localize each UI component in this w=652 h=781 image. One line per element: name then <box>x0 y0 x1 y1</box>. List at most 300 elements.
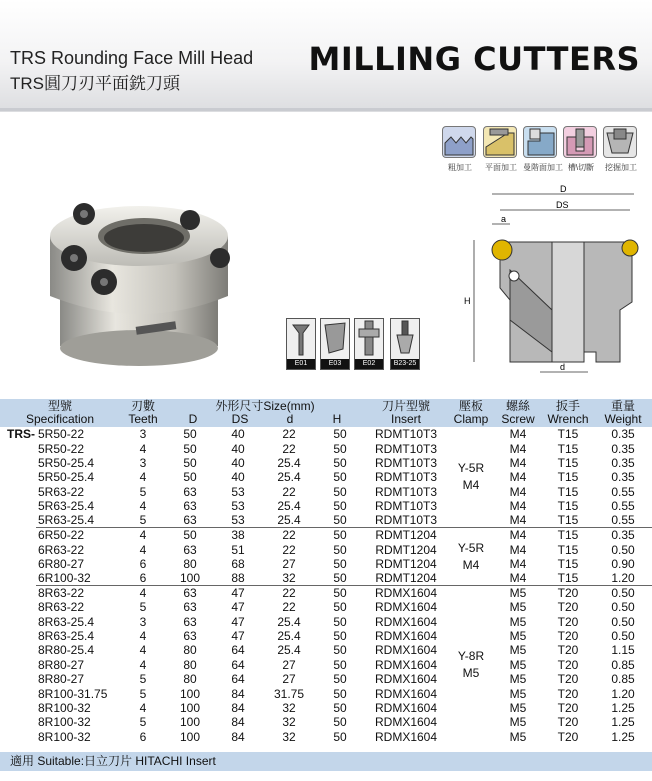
cell-screw: M4 <box>509 470 527 485</box>
cell-DS: 64 <box>231 657 245 672</box>
table-row <box>0 586 652 601</box>
clamp-screw-size: M5 <box>462 666 480 681</box>
cell-insert: RDMX1604 <box>375 729 438 744</box>
cell-H: 50 <box>316 528 364 543</box>
cell-spec: 5R63-25.4 <box>38 499 95 514</box>
cell-wrench: T15 <box>557 470 579 485</box>
operation-label: 槽\切斷 <box>567 163 595 172</box>
table-row <box>0 672 652 686</box>
cell-D: 50 <box>183 427 197 442</box>
clamp-screw-size: M4 <box>462 478 480 493</box>
table-row <box>0 557 652 571</box>
pocketing-icon <box>603 126 637 158</box>
cell-D: 50 <box>183 470 197 485</box>
cell-D: 63 <box>183 600 197 615</box>
clamp-model: Y-5R <box>457 540 485 555</box>
product-title-english: TRS Rounding Face Mill Head <box>10 48 254 68</box>
cell-d: 31.75 <box>274 686 305 701</box>
cell-insert: RDMT10T3 <box>375 484 438 499</box>
cell-screw: M5 <box>509 657 527 672</box>
table-header <box>0 399 652 427</box>
slot-cutoff-icon <box>563 126 597 158</box>
cell-wrench: T15 <box>557 499 579 514</box>
cell-d: 22 <box>282 600 296 615</box>
model-prefix-blank <box>0 643 36 657</box>
cell-weight: 0.85 <box>611 672 635 687</box>
cell-teeth: 4 <box>120 586 166 601</box>
category-title: MILLING CUTTERS <box>308 40 640 78</box>
cell-insert: RDMX1604 <box>375 600 438 615</box>
cell-H: 50 <box>333 542 347 557</box>
cell-teeth: 5 <box>139 686 147 701</box>
cell-teeth: 4 <box>139 657 147 672</box>
cell-insert: RDMX1604 <box>375 715 438 730</box>
model-prefix-blank <box>0 513 36 528</box>
cell-DS: 53 <box>231 484 245 499</box>
model-prefix-blank <box>0 600 36 614</box>
cell-teeth: 4 <box>139 441 147 456</box>
cell-D: 63 <box>183 629 197 644</box>
table-row <box>0 427 652 441</box>
col-teeth: 刃數 Teeth <box>120 399 166 427</box>
model-prefix-blank <box>0 441 36 455</box>
dimension-D: D <box>560 184 567 194</box>
cell-D: 100 <box>180 715 201 730</box>
cell-insert: RDMX1604 <box>375 672 438 687</box>
cell-D: 80 <box>183 643 197 658</box>
table-row <box>0 528 652 543</box>
cell-wrench: T20 <box>557 643 579 658</box>
cell-screw: M5 <box>494 586 542 601</box>
cell-screw: M4 <box>509 441 527 456</box>
cell-spec: 6R50-22 <box>36 528 120 543</box>
cell-d: 32 <box>282 729 296 744</box>
cell-insert: RDMT10T3 <box>375 470 438 485</box>
model-prefix-blank <box>0 485 36 499</box>
cell-screw: M5 <box>509 729 527 744</box>
cell-weight: 0.35 <box>611 427 635 442</box>
cell-d: 22 <box>282 542 296 557</box>
table-row <box>0 686 652 700</box>
cell-spec: 5R63-22 <box>38 484 85 499</box>
model-prefix-blank <box>0 456 36 470</box>
cell-wrench: T20 <box>557 629 579 644</box>
cell-screw: M4 <box>509 484 527 499</box>
cell-weight: 0.50 <box>594 586 652 601</box>
cell-teeth: 5 <box>139 672 147 687</box>
cell-insert: RDMX1604 <box>375 629 438 644</box>
cell-D: 80 <box>183 657 197 672</box>
col-wrench: 扳手 Wrench <box>542 399 594 427</box>
cell-DS: 47 <box>231 614 245 629</box>
cell-d: 22 <box>262 528 316 543</box>
cell-insert: RDMT10T3 <box>375 441 438 456</box>
cell-screw: M5 <box>509 614 527 629</box>
rough-machining-icon <box>442 126 476 158</box>
table-row <box>0 441 652 455</box>
cell-weight: 1.20 <box>611 686 635 701</box>
cell-insert: RDMT10T3 <box>375 455 438 470</box>
cell-screw: M5 <box>509 643 527 658</box>
cell-screw: M4 <box>509 513 527 528</box>
cell-screw: M5 <box>509 715 527 730</box>
cell-wrench: T15 <box>557 556 579 571</box>
model-prefix-blank <box>0 686 36 700</box>
cell-spec: 6R80-27 <box>38 556 85 571</box>
cell-insert: RDMX1604 <box>364 586 448 601</box>
model-prefix-blank <box>0 586 36 601</box>
cell-DS: 88 <box>231 571 245 586</box>
col-clamp: 壓板 Clamp <box>448 399 494 427</box>
cell-teeth: 4 <box>120 528 166 543</box>
cell-teeth: 4 <box>139 629 147 644</box>
cell-DS: 40 <box>231 470 245 485</box>
cell-spec: 8R63-22 <box>36 586 120 601</box>
cell-D: 63 <box>183 499 197 514</box>
cell-D: 100 <box>180 701 201 716</box>
cell-DS: 40 <box>231 427 245 442</box>
table-row <box>0 542 652 556</box>
cell-screw: M5 <box>509 672 527 687</box>
table-row <box>0 600 652 614</box>
part-code: E03 <box>321 359 349 369</box>
cell-weight: 1.25 <box>611 701 635 716</box>
cell-d: 25.4 <box>277 470 301 485</box>
cell-DS: 84 <box>231 686 245 701</box>
cell-spec: 8R80-27 <box>38 672 85 687</box>
cell-screw: M5 <box>509 701 527 716</box>
part-code: B23-25 <box>391 359 419 369</box>
cell-weight: 1.15 <box>611 643 635 658</box>
cell-teeth: 4 <box>139 701 147 716</box>
cell-insert: RDMX1604 <box>375 686 438 701</box>
cell-H: 50 <box>333 441 347 456</box>
model-prefix-blank <box>0 542 36 556</box>
cell-insert: RDMT1204 <box>375 556 437 571</box>
cell-insert: RDMX1604 <box>375 657 438 672</box>
cell-spec: 5R50-22 <box>38 427 85 442</box>
product-photo <box>40 196 240 376</box>
cell-D: 63 <box>166 586 214 601</box>
cell-d: 27 <box>282 657 296 672</box>
cell-screw: M5 <box>509 600 527 615</box>
part-code: E02 <box>355 359 383 369</box>
table-row <box>0 715 652 729</box>
operation-face <box>483 126 519 173</box>
cell-D: 100 <box>180 686 201 701</box>
cell-H: 50 <box>333 571 347 586</box>
cell-wrench: T15 <box>557 571 579 586</box>
cell-D: 63 <box>183 513 197 528</box>
cell-H: 50 <box>333 499 347 514</box>
cell-weight: 0.55 <box>611 484 635 499</box>
cell-DS: 84 <box>231 715 245 730</box>
cell-teeth: 4 <box>139 542 147 557</box>
cell-DS: 64 <box>231 643 245 658</box>
dimension-H: H <box>464 296 471 306</box>
model-prefix-blank <box>0 730 36 744</box>
cell-wrench: T15 <box>557 441 579 456</box>
cell-H: 50 <box>333 643 347 658</box>
cell-spec: 8R80-25.4 <box>38 643 95 658</box>
cell-H: 50 <box>333 672 347 687</box>
cell-H: 50 <box>333 513 347 528</box>
cell-spec: 5R50-25.4 <box>38 470 95 485</box>
cell-screw: M4 <box>509 499 527 514</box>
model-prefix-blank <box>0 715 36 729</box>
table-row <box>0 571 652 586</box>
cell-DS: 84 <box>231 729 245 744</box>
operation-rough <box>442 126 478 173</box>
cell-screw: M4 <box>509 556 527 571</box>
cell-DS: 64 <box>231 672 245 687</box>
model-prefix-blank <box>0 528 36 543</box>
cell-weight: 0.90 <box>611 556 635 571</box>
cell-H: 50 <box>333 686 347 701</box>
table-row <box>0 513 652 528</box>
technical-drawing <box>456 180 652 384</box>
cell-wrench: T20 <box>557 729 579 744</box>
cell-screw: M5 <box>509 629 527 644</box>
step-machining-icon <box>523 126 557 158</box>
cell-H: 50 <box>333 715 347 730</box>
cell-wrench: T20 <box>557 715 579 730</box>
cell-teeth: 3 <box>139 427 147 442</box>
cell-screw: M4 <box>509 542 527 557</box>
cell-DS: 51 <box>231 542 245 557</box>
cell-H: 50 <box>333 484 347 499</box>
wrench-part <box>390 318 420 370</box>
cell-weight: 0.50 <box>611 600 635 615</box>
table-row <box>0 701 652 715</box>
cell-spec: 8R63-22 <box>38 600 85 615</box>
table-row <box>0 470 652 484</box>
table-row <box>0 629 652 643</box>
cell-wrench: T20 <box>557 701 579 716</box>
cell-weight: 0.85 <box>611 657 635 672</box>
cell-H: 50 <box>333 657 347 672</box>
page-bottom-margin <box>0 771 652 781</box>
cell-teeth: 6 <box>139 729 147 744</box>
cell-screw: M4 <box>509 455 527 470</box>
model-prefix-blank <box>0 470 36 484</box>
cell-H: 50 <box>333 470 347 485</box>
cell-d: 25.4 <box>277 513 301 528</box>
operation-label: 粗加工 <box>448 163 472 172</box>
col-model: 型號 Specification <box>0 399 120 427</box>
cell-teeth: 5 <box>139 484 147 499</box>
table-row <box>0 643 652 657</box>
operation-label: 曼階面加工 <box>523 163 563 172</box>
col-screw: 螺絲 Screw <box>494 399 542 427</box>
cell-D: 50 <box>183 441 197 456</box>
cell-teeth: 6 <box>139 556 147 571</box>
cell-H: 50 <box>333 427 347 442</box>
cell-spec: 5R50-22 <box>38 441 85 456</box>
cell-teeth: 6 <box>139 571 147 586</box>
cell-d: 27 <box>282 672 296 687</box>
cell-H: 50 <box>333 701 347 716</box>
cell-H: 50 <box>333 729 347 744</box>
cell-teeth: 3 <box>139 614 147 629</box>
screw-icon <box>287 319 315 359</box>
cell-weight: 0.35 <box>611 455 635 470</box>
cell-insert: RDMT10T3 <box>375 513 438 528</box>
model-prefix-blank <box>0 615 36 629</box>
cell-screw: M5 <box>509 686 527 701</box>
cell-insert: RDMX1604 <box>375 701 438 716</box>
cell-wrench: T20 <box>557 614 579 629</box>
cell-D: 50 <box>183 455 197 470</box>
operation-step <box>523 126 563 173</box>
cell-spec: 5R63-25.4 <box>38 513 95 528</box>
table-row <box>0 485 652 499</box>
model-prefix-blank <box>0 629 36 643</box>
cell-D: 50 <box>166 528 214 543</box>
cell-spec: 8R63-25.4 <box>38 614 95 629</box>
cell-d: 25.4 <box>277 643 301 658</box>
cell-D: 63 <box>183 614 197 629</box>
cell-weight: 1.25 <box>611 729 635 744</box>
cell-H: 50 <box>316 586 364 601</box>
suitable-insert-note: 適用 Suitable:日立刀片 HITACHI Insert <box>0 752 652 771</box>
cell-weight: 0.35 <box>594 528 652 543</box>
clamp-part <box>320 318 350 370</box>
cell-d: 22 <box>262 586 316 601</box>
cell-spec: 8R100-31.75 <box>38 686 108 701</box>
cell-screw: M4 <box>509 571 527 586</box>
spare-parts <box>286 318 422 370</box>
operation-label: 平面加工 <box>485 163 517 172</box>
cell-weight: 0.35 <box>611 470 635 485</box>
cell-d: 32 <box>282 571 296 586</box>
cell-DS: 53 <box>231 513 245 528</box>
col-insert: 刀片型號 Insert <box>364 399 448 427</box>
cell-d: 32 <box>282 715 296 730</box>
cell-DS: 68 <box>231 556 245 571</box>
cell-weight: 0.50 <box>611 614 635 629</box>
table-row <box>0 456 652 470</box>
cell-D: 63 <box>183 542 197 557</box>
cell-insert: RDMT10T3 <box>375 499 438 514</box>
cell-weight: 0.55 <box>611 499 635 514</box>
model-prefix-blank <box>0 658 36 672</box>
cell-teeth: 5 <box>139 715 147 730</box>
cell-weight: 0.50 <box>611 629 635 644</box>
cell-teeth: 4 <box>139 643 147 658</box>
cell-spec: 6R100-32 <box>38 571 91 586</box>
cell-wrench: T15 <box>557 542 579 557</box>
cell-clamp <box>448 586 494 744</box>
cell-d: 22 <box>282 484 296 499</box>
table-body <box>0 427 652 744</box>
wedge-icon <box>355 319 383 359</box>
cell-insert: RDMT1204 <box>375 542 437 557</box>
cell-D: 80 <box>183 556 197 571</box>
operation-label: 挖掘加工 <box>605 163 637 172</box>
table-row <box>0 615 652 629</box>
cell-wrench: T20 <box>557 672 579 687</box>
cell-H: 50 <box>333 455 347 470</box>
cell-teeth: 5 <box>139 600 147 615</box>
cell-H: 50 <box>333 629 347 644</box>
model-prefix-blank <box>0 701 36 715</box>
cell-wrench: T15 <box>557 455 579 470</box>
cell-wrench: T15 <box>557 427 579 442</box>
cell-D: 80 <box>183 672 197 687</box>
header-divider <box>0 108 652 111</box>
clamp-screw-size: M4 <box>462 557 480 572</box>
cell-weight: 1.20 <box>611 571 635 586</box>
dimension-DS: DS <box>556 200 569 210</box>
product-title-chinese: TRS圓刀刃平面銑刀頭 <box>10 74 180 93</box>
cell-d: 27 <box>282 556 296 571</box>
dimension-d: d <box>560 362 566 372</box>
cell-clamp <box>448 427 494 528</box>
cell-DS: 53 <box>231 499 245 514</box>
cell-wrench: T20 <box>557 686 579 701</box>
cell-DS: 40 <box>231 441 245 456</box>
model-prefix-blank <box>0 672 36 686</box>
face-machining-icon <box>483 126 517 158</box>
cell-d: 22 <box>282 441 296 456</box>
col-weight: 重量 Weight <box>594 399 652 427</box>
cell-teeth: 3 <box>139 455 147 470</box>
cell-wrench: T15 <box>557 513 579 528</box>
cell-weight: 0.50 <box>611 542 635 557</box>
model-prefix-blank <box>0 499 36 513</box>
cell-wrench: T20 <box>542 586 594 601</box>
cell-insert: RDMT1204 <box>375 571 437 586</box>
cell-spec: 8R63-25.4 <box>38 629 95 644</box>
cell-DS: 47 <box>231 629 245 644</box>
screw-part <box>286 318 316 370</box>
cell-spec: 8R80-27 <box>38 657 85 672</box>
cell-wrench: T15 <box>542 528 594 543</box>
cell-insert: RDMT10T3 <box>375 427 438 442</box>
cell-spec: 8R100-32 <box>38 729 91 744</box>
cell-insert: RDMX1604 <box>375 643 438 658</box>
cell-DS: 47 <box>231 600 245 615</box>
page-header <box>0 0 652 112</box>
table-row <box>0 730 652 744</box>
cell-teeth: 4 <box>139 470 147 485</box>
cell-D: 100 <box>180 729 201 744</box>
operation-slot <box>563 126 599 173</box>
table-row <box>0 658 652 672</box>
cell-wrench: T20 <box>557 657 579 672</box>
cell-wrench: T20 <box>557 600 579 615</box>
cell-d: 25.4 <box>277 499 301 514</box>
model-prefix: TRS- <box>7 427 35 442</box>
cell-teeth: 4 <box>139 499 147 514</box>
cell-H: 50 <box>333 556 347 571</box>
cell-screw: M4 <box>509 427 527 442</box>
cell-spec: 6R63-22 <box>38 542 85 557</box>
cell-screw: M4 <box>494 528 542 543</box>
cell-spec: 8R100-32 <box>38 715 91 730</box>
clamp-model: Y-5R <box>457 461 485 476</box>
cell-insert: RDMT1204 <box>364 528 448 543</box>
cell-H: 50 <box>333 600 347 615</box>
dimension-a: a <box>501 214 507 224</box>
cell-teeth: 5 <box>139 513 147 528</box>
table-row <box>0 499 652 513</box>
cell-d: 25.4 <box>277 614 301 629</box>
cell-d: 22 <box>282 427 296 442</box>
cell-spec: 8R100-32 <box>38 701 91 716</box>
model-prefix-blank <box>0 571 36 586</box>
